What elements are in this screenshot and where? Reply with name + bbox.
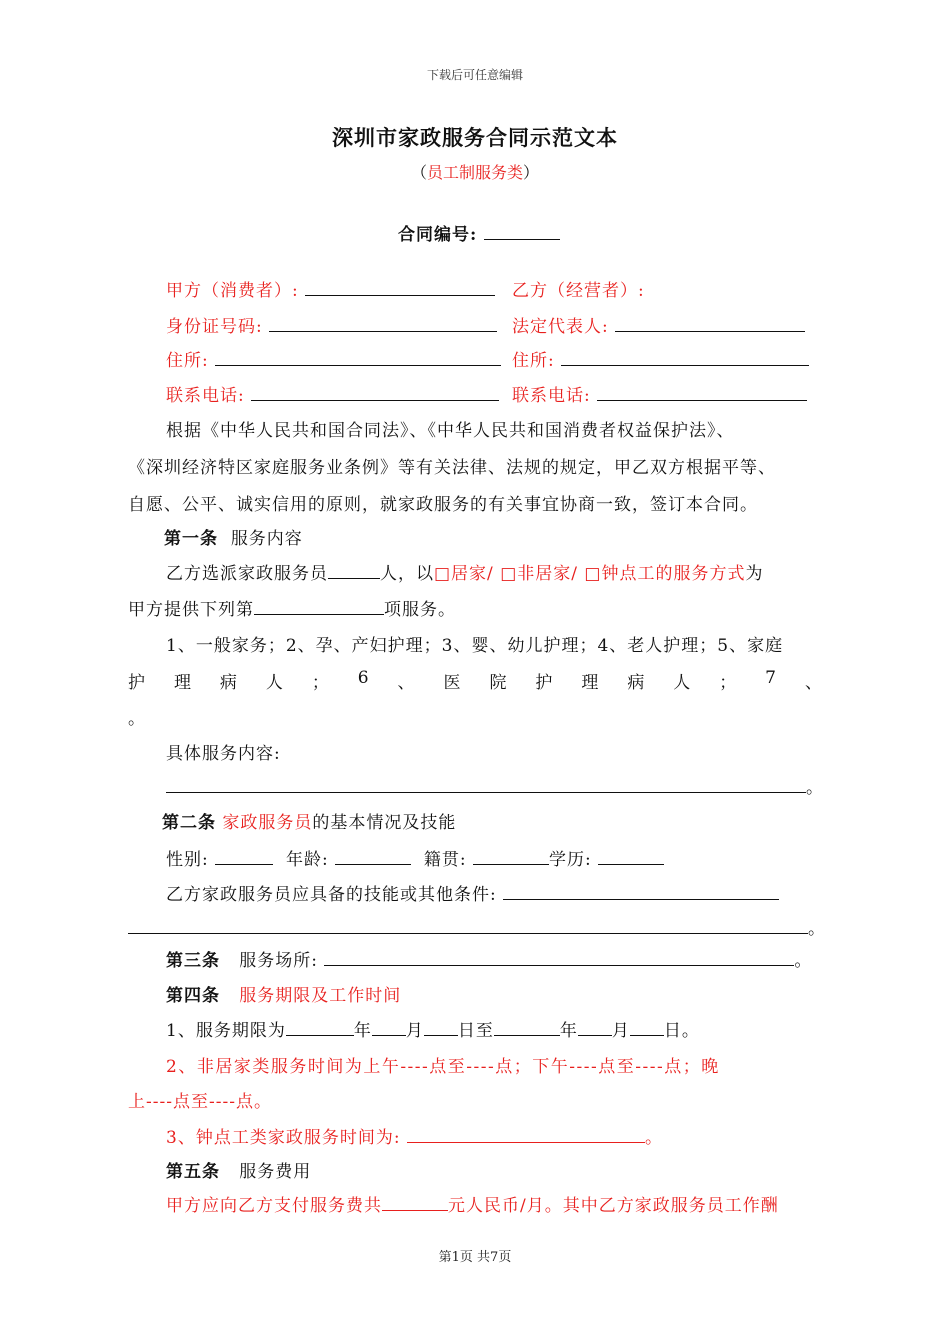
party-a-tel: 联系电话: [166, 381, 499, 406]
worker-skill-continue: 。 [128, 914, 826, 939]
party-b-label: 乙方（经营者）: [512, 281, 645, 301]
article-4-heading: 第四条 服务期限及工作时间 [166, 986, 402, 1006]
service-content-label: 具体服务内容: [166, 744, 281, 764]
non-resident-hours: 2、非居家类服务时间为上午----点至----点；下午----点至----点；晚 [166, 1057, 720, 1077]
article-1-line-3: 1、一般家务；2、孕、产妇护理；3、婴、幼儿护理；4、老人护理；5、家庭 [166, 636, 784, 656]
document-subtitle: （员工制服务类） [410, 163, 540, 182]
service-item-blank[interactable] [254, 596, 384, 615]
party-a-blank[interactable] [305, 277, 495, 296]
party-b-rep-blank[interactable] [615, 313, 805, 332]
party-b-rep: 法定代表人: [512, 312, 805, 337]
party-b-addr: 住所: [512, 346, 809, 371]
worker-skill: 乙方家政服务员应具备的技能或其他条件: [166, 880, 779, 905]
service-mode-options[interactable]: □居家/ □非居家/ □钟点工的服务方式 [434, 564, 746, 584]
article-1-line-1: 乙方选派家政服务员 人，以□居家/ □非居家/ □钟点工的服务方式为 [166, 559, 763, 584]
education-blank[interactable] [598, 846, 664, 865]
article-1-line-2: 甲方提供下列第 项服务。 [128, 595, 456, 620]
party-b-tel-blank[interactable] [597, 382, 807, 401]
party-a-addr-blank[interactable] [215, 347, 501, 366]
page-header: 下载后可任意编辑 [426, 68, 523, 82]
party-a-tel-blank[interactable] [251, 382, 499, 401]
intro-line-1: 根据《中华人民共和国合同法》、《中华人民共和国消费者权益保护法》、 [166, 421, 735, 441]
intro-line-2: 《深圳经济特区家庭服务业条例》等有关法律、法规的规定，甲乙双方根据平等、 [128, 458, 776, 478]
party-a-id: 身份证号码: [166, 312, 497, 337]
start-month-blank[interactable] [372, 1017, 406, 1036]
party-a-label: 甲方（消费者）: [166, 276, 495, 301]
end-year-blank[interactable] [494, 1017, 560, 1036]
party-a-id-blank[interactable] [269, 313, 497, 332]
intro-line-3: 自愿、公平、诚实信用的原则，就家政服务的有关事宜协商一致，签订本合同。 [128, 495, 758, 515]
origin-blank[interactable] [473, 846, 549, 865]
hourly-hours-blank[interactable] [407, 1124, 645, 1143]
article-1-line-4: 护 理 病 人 ； 6 、 医 院 护 理 病 人 ； 7 、 [128, 668, 822, 693]
article-1-line-5: 。 [128, 709, 146, 729]
article-5-heading: 第五条 服务费用 [166, 1162, 312, 1182]
article-3: 第三条 服务场所: 。 [166, 946, 812, 971]
start-day-blank[interactable] [424, 1017, 458, 1036]
service-fee: 甲方应向乙方支付服务费共 元人民币/月。其中乙方家政服务员工作酬 [166, 1191, 779, 1216]
hourly-worker-hours: 3、钟点工类家政服务时间为: 。 [166, 1123, 663, 1148]
contract-number-blank[interactable] [484, 221, 560, 240]
age-blank[interactable] [335, 846, 411, 865]
party-a-addr: 住所: [166, 346, 501, 371]
service-place-blank[interactable] [324, 947, 794, 966]
document-title: 深圳市家政服务合同示范文本 [332, 125, 618, 150]
non-resident-hours-cont: 上----点至----点。 [128, 1092, 272, 1112]
party-b-tel: 联系电话: [512, 381, 807, 406]
worker-basic-info: 性别: 年龄: 籍贯: 学历: [166, 845, 664, 870]
fee-amount-blank[interactable] [382, 1192, 448, 1211]
article-1-heading: 第一条 服务内容 [164, 529, 303, 549]
party-b-addr-blank[interactable] [561, 347, 809, 366]
end-month-blank[interactable] [578, 1017, 612, 1036]
staff-count-blank[interactable] [328, 560, 380, 579]
gender-blank[interactable] [215, 846, 273, 865]
service-period: 1、服务期限为 年 月 日至 年 月 日。 [166, 1016, 700, 1041]
start-year-blank[interactable] [286, 1017, 354, 1036]
page-footer: 第1页 共7页 [438, 1250, 512, 1265]
service-content-blank[interactable] [166, 774, 806, 793]
subtitle-text: 员工制服务类 [426, 163, 523, 182]
end-day-blank[interactable] [630, 1017, 664, 1036]
contract-number: 合同编号: [398, 220, 560, 245]
skill-blank-2[interactable] [128, 915, 808, 934]
skill-blank[interactable] [503, 881, 779, 900]
service-content-field: 。 [166, 773, 824, 798]
article-2-heading: 第二条 家政服务员的基本情况及技能 [162, 813, 457, 833]
